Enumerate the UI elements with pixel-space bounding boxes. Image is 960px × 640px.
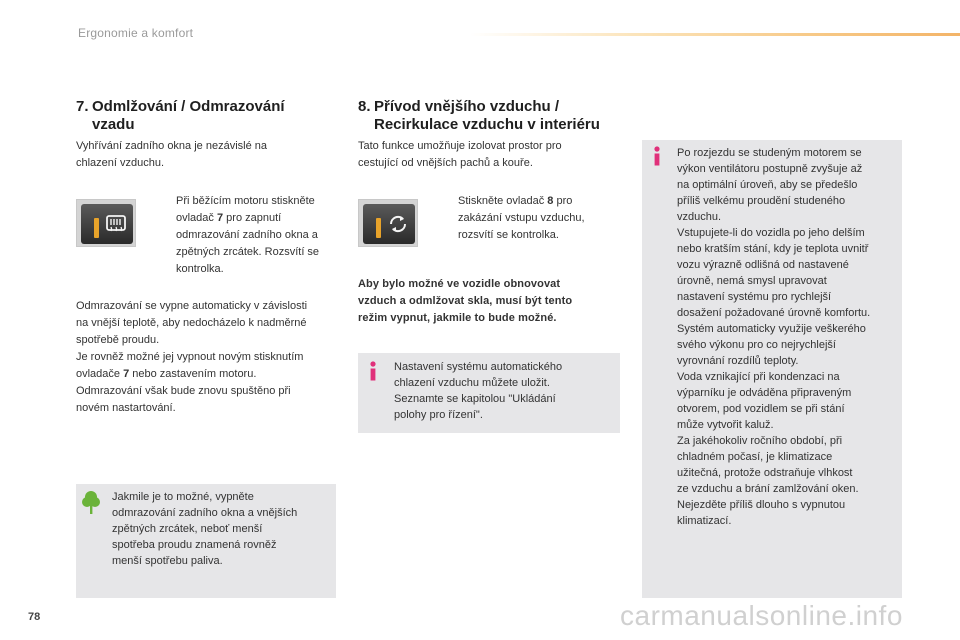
section-7-instruction: Při běžícím motoru stiskněte ovladač 7 pro zapnutí odmrazování zadního okna a zpětných zrcátek. Rozsvítí se kontrolka. xyxy=(176,195,320,275)
rear-defrost-icon xyxy=(105,214,127,234)
memory-info-text: Nastavení systému automatického chlazení vzduchu můžete uložit. Seznamte se kapitolou "Ukládání polohy pro řízení". xyxy=(394,361,563,421)
section-7-intro: Vyhřívání zadního okna je nezávislé na chlazení vzduchu. xyxy=(76,140,267,169)
climate-info-text: Po rozjezdu se studeným motorem se výkon ventilátoru postupně zvyšuje až na optimální úroveň, aby se předešlo příliš velkému proudění studeného vzduchu. Vstupujete-li do vozidla po jeho delším nebo kratším stání, kdy je teplota uvnitř vozu výrazně odlišná od nastavené úrovně, nemá smysl upravovat nastavení systému pro rychlejší dosažení požadované úrovně komfortu. Systém automaticky využije veškerého svého výkonu pro co nejrychlejší vyrovnání rozdílů teploty. Voda vznikající při kondenzaci na výparníku je odváděna připraveným otvorem, pod vozidlem se při stání může vytvořit kaluž. Za jakéhokoliv ročního období, při chladném počasí, je klimatizace užitečná, protože odstraňuje vlhkost ze vzduchu a brání zamlžování oken. Nejezděte příliš dlouho s vypnutou klimatizací. xyxy=(677,147,871,527)
section-7-number: 7. xyxy=(76,98,89,115)
section-header: Ergonomie a komfort xyxy=(78,26,194,40)
section-8-title-line1: Přívod vnějšího vzduchu / xyxy=(374,98,560,115)
section-8-title xyxy=(358,98,600,134)
info-icon xyxy=(368,361,378,381)
section-8-warning: Aby bylo možné ve vozidle obnovovat vzduch a odmlžovat skla, musí být tento režim vypnut, jakmile to bude možné. xyxy=(358,278,573,324)
air-recirculation-control-image xyxy=(358,199,418,247)
section-8-number: 8. xyxy=(358,98,371,115)
section-7-title-line2: vzadu xyxy=(92,116,135,133)
watermark: carmanualsonline.info xyxy=(620,600,903,631)
section-8-instruction: Stiskněte ovladač 8 pro zakázání vstupu vzduchu, rozsvítí se kontrolka. xyxy=(458,195,585,241)
section-7-body: Odmrazování se vypne automaticky v závislosti na vnější teplotě, aby nedocházelo k nadměrné spotřebě proudu. Je rovněž možné jej vypnout novým stisknutím ovladače 7 nebo zastavením motoru. Odmrazování však bude znovu spuštěno při novém nastartování. xyxy=(76,300,308,414)
rear-defrost-control-image xyxy=(76,199,136,247)
section-8-intro: Tato funkce umožňuje izolovat prostor pro cestující od vnějších pachů a kouře. xyxy=(358,140,562,169)
eco-leaf-icon xyxy=(82,490,100,516)
eco-tip-text: Jakmile je to možné, vypněte odmrazování zadního okna a vnějších zpětných zrcátek, neboť menší spotřeba proudu znamená rovněž menší spotřebu paliva. xyxy=(112,491,298,567)
section-8-title-line2: Recirkulace vzduchu v interiéru xyxy=(374,116,600,133)
page-number: 78 xyxy=(28,611,41,623)
air-recirculation-icon xyxy=(387,213,409,235)
header-accent-bar xyxy=(470,33,960,36)
info-icon xyxy=(652,146,662,166)
section-7-title xyxy=(76,98,285,134)
section-7-title-line1: Odmlžování / Odmrazování xyxy=(92,98,285,115)
